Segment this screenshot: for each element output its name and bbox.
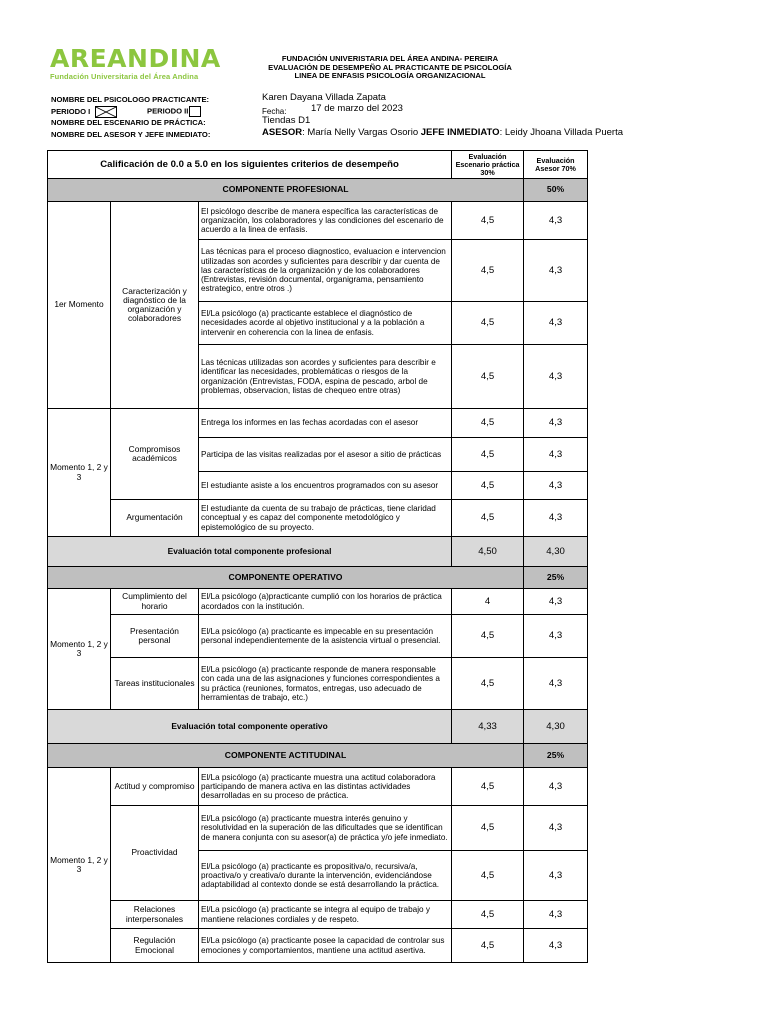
scenario-label: NOMBRE DEL ESCENARIO DE PRÁCTICA: (51, 118, 206, 127)
score-advisor: 4,3 (524, 409, 588, 438)
section-weight: 25% (524, 744, 588, 768)
section-title: COMPONENTE OPERATIVO (48, 567, 524, 589)
criterion-text: El/La psicólogo (a) practicante es propositiva/o, recursiva/a, proactiva/o y creativa/o durante la intervención, evidenciándose adaptabilidad al contexto donde se está desarrollando la práctica. (199, 851, 452, 901)
score-scenario: 4,5 (452, 615, 524, 658)
score-advisor: 4,3 (524, 806, 588, 851)
moment-cell: Momento 1, 2 y 3 (48, 589, 111, 710)
table-row (48, 589, 588, 615)
header-line-1: FUNDACIÓN UNIVERISTARIA DEL ÁREA ANDINA- PEREIRA (281, 54, 499, 63)
table-row (48, 500, 588, 537)
section-title: COMPONENTE PROFESIONAL (48, 179, 524, 202)
score-advisor: 4,3 (524, 345, 588, 409)
advisor-value: : María Nelly Vargas Osorio (302, 127, 419, 138)
logo-subtitle: Fundación Universitaria del Área Andina (50, 72, 199, 81)
score-advisor: 4,3 (524, 658, 588, 710)
subcriterion-cell: Presentación personal (111, 615, 199, 658)
total-scenario: 4,33 (452, 710, 524, 744)
table-row (48, 409, 588, 438)
period-2-checkbox[interactable] (189, 106, 201, 117)
criterion-text: El/La psicólogo (a) practicante posee la capacidad de controlar sus emociones y comportamientos, mantiene una actitud asertiva. (199, 929, 452, 963)
moment-cell: Momento 1, 2 y 3 (48, 768, 111, 963)
scenario-value: Tiendas D1 (262, 115, 311, 126)
score-scenario: 4,5 (452, 851, 524, 901)
boss-value: : Leidy Jhoana Villada Puerta (499, 127, 623, 138)
criterion-text: El/La psicólogo (a) practicante establece el diagnóstico de necesidades acorde al objetivo institucional y a la población a intervenir en coherencia con la linea de enfasis. (199, 302, 452, 345)
total-label: Evaluación total componente profesional (48, 537, 452, 567)
section-title: COMPONENTE ACTITUDINAL (48, 744, 524, 768)
score-advisor: 4,3 (524, 589, 588, 615)
total-advisor: 4,30 (524, 537, 588, 567)
score-scenario: 4,5 (452, 345, 524, 409)
table-row (48, 929, 588, 963)
score-scenario: 4,5 (452, 500, 524, 537)
check-x-icon (96, 107, 116, 117)
table-row (48, 202, 588, 240)
moment-cell: 1er Momento (48, 202, 111, 409)
score-advisor: 4,3 (524, 302, 588, 345)
period-1-checkbox[interactable] (95, 106, 117, 118)
score-advisor: 4,3 (524, 768, 588, 806)
date-value: 17 de marzo del 2023 (311, 103, 403, 114)
criterion-text: El/La psicólogo (a) practicante es impecable en su presentación personal independientemente de la asistencia virtual o presencial. (199, 615, 452, 658)
score-scenario: 4,5 (452, 302, 524, 345)
table-row (48, 658, 588, 710)
table-row (48, 615, 588, 658)
score-scenario: 4,5 (452, 768, 524, 806)
table-row (48, 901, 588, 929)
subcriterion-cell: Relaciones interpersonales (111, 901, 199, 929)
criterion-text: Entrega los informes en las fechas acordadas con el asesor (199, 409, 452, 438)
section-row (48, 179, 588, 202)
score-advisor: 4,3 (524, 472, 588, 500)
advisor-tag: ASESOR (262, 127, 303, 138)
score-advisor: 4,3 (524, 615, 588, 658)
table-row (48, 768, 588, 806)
col-header-scenario: Evaluación Escenario práctica 30% (452, 151, 524, 179)
period-1-label: PERIODO I (51, 107, 91, 116)
section-row (48, 744, 588, 768)
subcriterion-cell: Compromisos académicos (111, 409, 199, 500)
logo (50, 44, 221, 81)
score-scenario: 4,5 (452, 240, 524, 302)
evaluation-table (47, 150, 588, 963)
section-weight: 50% (524, 179, 588, 202)
total-row (48, 710, 588, 744)
criterion-text: El estudiante asiste a los encuentros programados con su asesor (199, 472, 452, 500)
score-advisor: 4,3 (524, 901, 588, 929)
score-scenario: 4,5 (452, 658, 524, 710)
period-2 (147, 106, 201, 117)
score-advisor: 4,3 (524, 851, 588, 901)
moment-cell: Momento 1, 2 y 3 (48, 409, 111, 537)
score-scenario: 4,5 (452, 202, 524, 240)
period-2-label: PERIODO II (147, 106, 189, 116)
advisor-line (262, 128, 623, 137)
score-advisor: 4,3 (524, 202, 588, 240)
logo-wordmark: AREANDINA (50, 44, 221, 73)
criterion-text: El/La psicólogo (a) practicante muestra interés genuino y resolutividad en la superación de las dificultades que se identifican de manera conjunta con su asesor(a) de práctica y/o jefe inmediato. (199, 806, 452, 851)
score-advisor: 4,3 (524, 438, 588, 472)
table-header-row (48, 151, 588, 179)
score-scenario: 4,5 (452, 929, 524, 963)
score-scenario: 4,5 (452, 806, 524, 851)
total-row (48, 537, 588, 567)
criterion-text: El/La psicólogo (a) practicante muestra una actitud colaboradora participando de manera activa en las distintas actividades desarrolladas en su proceso de práctica. (199, 768, 452, 806)
section-row (48, 567, 588, 589)
total-advisor: 4,30 (524, 710, 588, 744)
subcriterion-cell: Regulación Emocional (111, 929, 199, 963)
document-header (230, 55, 550, 81)
table-title: Calificación de 0.0 a 5.0 en los siguientes criterios de desempeño (48, 151, 452, 179)
col-header-advisor: Evaluación Asesor 70% (524, 151, 588, 179)
total-scenario: 4,50 (452, 537, 524, 567)
subcriterion-cell: Caracterización y diagnóstico de la organización y colaboradores (111, 202, 199, 409)
criterion-text: Las técnicas para el proceso diagnostico, evaluacion e intervencion utilizadas son acordes y suficientes para describir y dar cuenta de las características de la organización y de los colaboradores (Entrevistas, revisión documental, organigrama, pensamiento estrategico, entre otros .) (199, 240, 452, 302)
table-row (48, 806, 588, 851)
score-scenario: 4,5 (452, 901, 524, 929)
score-advisor: 4,3 (524, 929, 588, 963)
score-scenario: 4,5 (452, 472, 524, 500)
date-label: Fecha: (262, 107, 287, 116)
section-weight: 25% (524, 567, 588, 589)
header-line-3: LINEA DE ENFASIS PSICOLOGÍA ORGANIZACIONAL (294, 71, 486, 81)
subcriterion-cell: Tareas institucionales (111, 658, 199, 710)
subcriterion-cell: Actitud y compromiso (111, 768, 199, 806)
criterion-text: El/La psicólogo (a) practicante responde de manera responsable con cada una de las asignaciones y funciones correspondientes a su práctica (reuniones, formatos, entregas, uso adecuado de herramientas de trabajo, etc.) (199, 658, 452, 710)
boss-tag: JEFE INMEDIATO (420, 127, 500, 138)
advisor-label: NOMBRE DEL ASESOR Y JEFE INMEDIATO: (51, 130, 211, 139)
score-advisor: 4,3 (524, 500, 588, 537)
criterion-text: El/La psicólogo (a)practicante cumplió con los horarios de práctica acordados con la institución. (199, 589, 452, 615)
criterion-text: El estudiante da cuenta de su trabajo de prácticas, tiene claridad conceptual y es capaz del componente metodológico y epistemológico de su proyecto. (199, 500, 452, 537)
subcriterion-cell: Cumplimiento del horario (111, 589, 199, 615)
student-value: Karen Dayana Villada Zapata (262, 92, 386, 103)
total-label: Evaluación total componente operativo (48, 710, 452, 744)
score-advisor: 4,3 (524, 240, 588, 302)
score-scenario: 4,5 (452, 438, 524, 472)
criterion-text: Las técnicas utilizadas son acordes y suficientes para describir e identificar las necesidades, problemáticas o riesgos de la organización (Entrevistas, FODA, espina de pescado, arbol de problemas, observacion, listas de chequeo entre otras) (199, 345, 452, 409)
criterion-text: Participa de las visitas realizadas por el asesor a sitio de prácticas (199, 438, 452, 472)
score-scenario: 4,5 (452, 409, 524, 438)
student-label: NOMBRE DEL PSICOLOGO PRACTICANTE: (51, 95, 210, 104)
criterion-text: El psicólogo describe de manera específica las características de organización, los colaboradores y las condiciones del escenario de acuerdo a la linea de enfasis. (199, 202, 452, 240)
subcriterion-cell: Argumentación (111, 500, 199, 537)
header-line-2: EVALUACIÓN DE DESEMPEÑO AL PRACTICANTE DE PSICOLOGÍA (268, 62, 512, 72)
period-row (51, 106, 117, 118)
score-scenario: 4 (452, 589, 524, 615)
subcriterion-cell: Proactividad (111, 806, 199, 901)
criterion-text: El/La psicólogo (a) practicante se integra al equipo de trabajo y mantiene relaciones cordiales y de respeto. (199, 901, 452, 929)
